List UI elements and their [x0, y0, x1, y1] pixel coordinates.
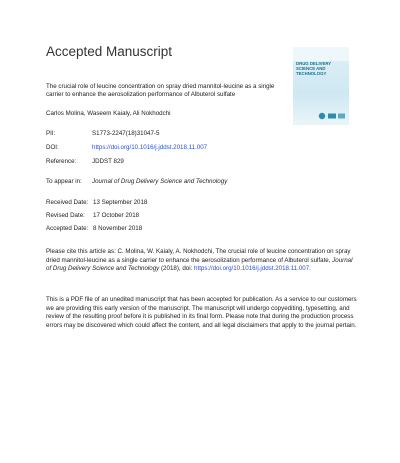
- reference-label: Reference:: [46, 158, 77, 165]
- doi-label: DOI:: [46, 144, 59, 151]
- revised-label: Revised Date:: [46, 212, 85, 219]
- received-label: Received Date:: [46, 199, 89, 206]
- cover-header-band: [293, 47, 349, 61]
- article-title: The crucial role of leucine concentration on spray dried mannitol-leucine as a single carrier to enhance the aerosolization performance of Albuterol sulfate: [46, 83, 275, 99]
- reference-value: JDDST 829: [92, 158, 124, 165]
- article-authors: Carlos Molina, Waseem Kaialy, Ali Nokhodchi: [46, 110, 171, 117]
- accepted-label: Accepted Date:: [46, 225, 89, 232]
- revised-value: 17 October 2018: [93, 212, 140, 219]
- citation-paragraph: [46, 248, 358, 274]
- citation-middle: (2018), doi:: [159, 265, 195, 273]
- appear-label: To appear in:: [46, 178, 82, 185]
- pii-value: S1773-2247(18)31047-5: [92, 130, 160, 137]
- accepted-value: 8 November 2018: [93, 225, 143, 232]
- journal-cover-image: [293, 47, 349, 125]
- pii-label: PII:: [46, 130, 56, 137]
- disclaimer-paragraph: This is a PDF file of an unedited manuscript that has been accepted for publication. As a service to our customers we are providing this early version of the manuscript. The manuscript will undergo copyediting, typesetting, and review of the resulting proof before it is published in its final form. Please note that during the production process errors may be discovered which could affect the content, and all legal disclaimers that apply to the journal pertain.: [46, 296, 357, 329]
- appear-journal: Journal of Drug Delivery Science and Technology: [92, 178, 228, 185]
- page-heading: Accepted Manuscript: [46, 44, 173, 59]
- citation-prefix: Please cite this article as: C. Molina, W. Kaialy, A. Nokhodchi, The crucial role of leucine concentration on spray dried mannitol-leucine as a single carrier to enhance the aerosolization performance of Albuterol sulfate,: [46, 248, 351, 264]
- citation-suffix: .: [309, 265, 311, 273]
- citation-journal: Journal of Drug Delivery Science and Technology: [46, 256, 353, 273]
- cover-journal-name: DRUG DELIVERY SCIENCE AND TECHNOLOGY: [296, 61, 332, 76]
- received-value: 13 September 2018: [93, 199, 148, 206]
- citation-doi-link[interactable]: https://doi.org/10.1016/j.jddst.2018.11.007: [194, 265, 310, 273]
- doi-link[interactable]: https://doi.org/10.1016/j.jddst.2018.11.007: [92, 144, 208, 151]
- publisher-logos-icon: [317, 111, 347, 121]
